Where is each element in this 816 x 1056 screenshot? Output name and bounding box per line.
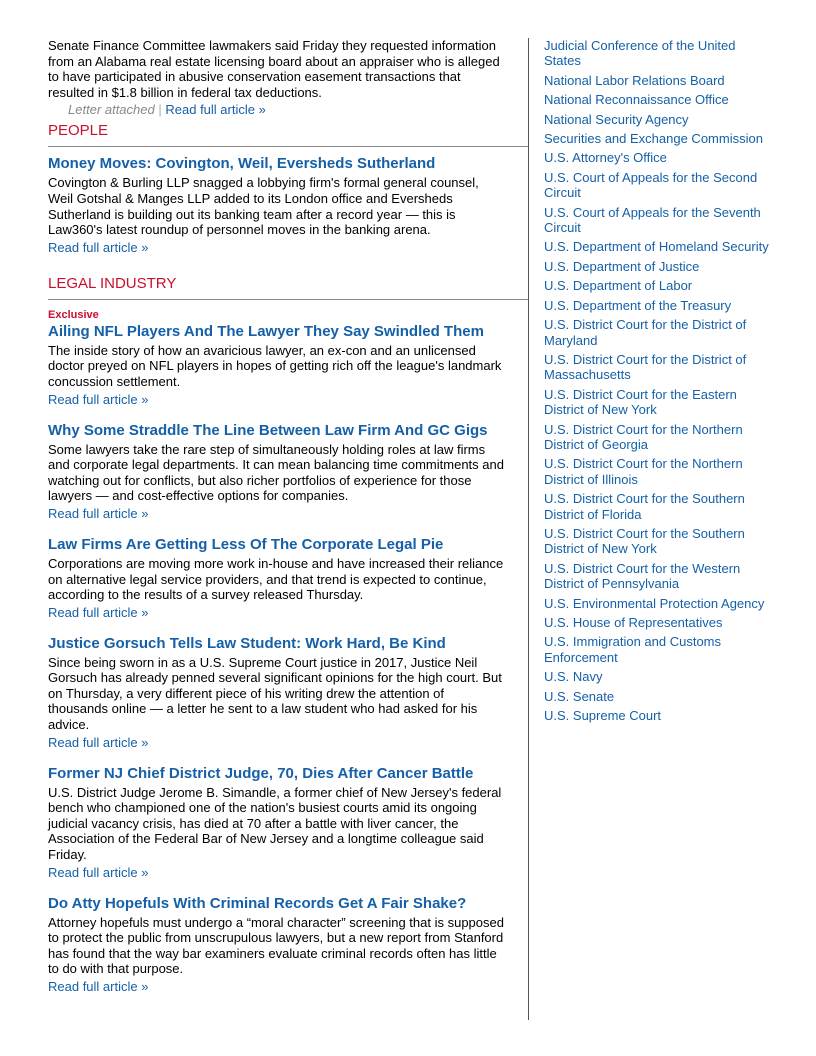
- sidebar-link[interactable]: U.S. District Court for the Southern District of New York: [544, 525, 745, 557]
- letter-attached-label: Letter attached: [68, 102, 155, 118]
- sidebar-link[interactable]: U.S. District Court for the District of Maryland: [544, 317, 747, 348]
- section-title-people: PEOPLE: [48, 122, 109, 140]
- article-summary: Some lawyers take the rare step of simultaneously holding roles at law firms and corporate legal departments. It can mean balancing time commitments and watching out for conflicts, but also richer portfolios of experience for those lawyers — and cost-effective options for companies.: [48, 441, 504, 504]
- sidebar-link[interactable]: National Labor Relations Board: [544, 72, 725, 88]
- article-item: [48, 309, 506, 408]
- read-more-link[interactable]: Read full article »: [48, 734, 149, 750]
- sidebar-link[interactable]: U.S. District Court for the Eastern District of New York: [544, 386, 737, 418]
- sidebar-link[interactable]: U.S. Court of Appeals for the Seventh Circuit: [544, 204, 761, 236]
- sidebar-link[interactable]: U.S. Department of Justice: [544, 258, 700, 274]
- article-headline-link[interactable]: Justice Gorsuch Tells Law Student: Work Hard, Be Kind: [48, 634, 446, 652]
- sidebar-link[interactable]: National Security Agency: [544, 111, 689, 127]
- article-headline-link[interactable]: Former NJ Chief District Judge, 70, Dies After Cancer Battle: [48, 764, 474, 782]
- exclusive-badge: Exclusive: [48, 308, 99, 321]
- section-title-legal-industry: LEGAL INDUSTRY: [48, 274, 177, 292]
- main-column: [48, 38, 506, 995]
- sidebar-link[interactable]: U.S. House of Representatives: [544, 615, 723, 630]
- lead-story-body: Senate Finance Committee lawmakers said Friday they requested information from an Alabama real estate licensing board about an appraiser who is alleged to have participated in abusive conservation easement transactions that resulted in $1.8 billion in federal tax deductions.: [48, 38, 500, 100]
- sidebar-link[interactable]: U.S. Environmental Protection Agency: [544, 595, 765, 611]
- article-item: [48, 895, 506, 995]
- sidebar-link[interactable]: U.S. Senate: [544, 688, 615, 704]
- article-headline-link[interactable]: Money Moves: Covington, Weil, Eversheds Sutherland: [48, 155, 436, 173]
- read-more-link[interactable]: Read full article »: [48, 979, 149, 994]
- article-summary: Since being sworn in as a U.S. Supreme Court justice in 2017, Justice Neil Gorsuch has already penned several significant opinions for the high court. But on Thursday, a very different piece of his writing drew the attention of thousands online — a letter he sent to a law student who had asked for his advice.: [48, 654, 502, 733]
- sidebar-link[interactable]: U.S. Court of Appeals for the Second Circuit: [544, 169, 758, 201]
- read-more-link[interactable]: Read full article »: [48, 864, 149, 880]
- read-more-link[interactable]: Read full article »: [48, 604, 149, 620]
- article-summary: Attorney hopefuls must undergo a “moral character” screening that is supposed to protect the public from unscrupulous lawyers, but a new report from Stanford has found that the way bar examiners evaluate criminal records often has little to do with that purpose.: [48, 914, 504, 977]
- sidebar-link[interactable]: U.S. Attorney's Office: [544, 150, 667, 166]
- sidebar-link[interactable]: U.S. Department of Labor: [544, 278, 693, 294]
- sidebar-link[interactable]: U.S. Department of Homeland Security: [544, 239, 769, 255]
- link-separator: |: [158, 102, 162, 118]
- article-summary: Covington & Burling LLP snagged a lobbying firm's formal general counsel, Weil Gotshal & Manges LLP added to its London office and Eversheds Sutherland is building out its banking team after a record year — this is Law360's latest roundup of personnel moves in the banking arena.: [48, 175, 479, 238]
- sidebar-link[interactable]: U.S. District Court for the Northern District of Georgia: [544, 421, 743, 452]
- sidebar-link[interactable]: Securities and Exchange Commission: [544, 131, 763, 147]
- sidebar-link[interactable]: Judicial Conference of the United States: [544, 38, 736, 69]
- article-item: [48, 422, 506, 522]
- article-headline-link[interactable]: Law Firms Are Getting Less Of The Corporate Legal Pie: [48, 535, 444, 553]
- column-divider: [528, 38, 529, 1020]
- article-item: [48, 155, 506, 255]
- section-divider: [48, 146, 528, 147]
- sidebar-link[interactable]: U.S. Department of the Treasury: [544, 297, 732, 313]
- related-agencies-sidebar: [544, 38, 769, 727]
- sidebar-link[interactable]: U.S. District Court for the Northern District of Illinois: [544, 456, 743, 487]
- sidebar-link[interactable]: U.S. Supreme Court: [544, 708, 662, 724]
- article-item: [48, 536, 506, 621]
- article-summary: U.S. District Judge Jerome B. Simandle, a former chief of New Jersey's federal bench who championed one of the nation's busiest courts amid its ongoing judicial vacancy crisis, has died at 70 after a battle with liver cancer, the Association of the Federal Bar of New Jersey and a longtime colleague said Friday.: [48, 784, 502, 863]
- section-divider: [48, 299, 528, 300]
- lead-story: [48, 38, 506, 118]
- lead-story-links: [48, 102, 506, 118]
- article-summary: The inside story of how an avaricious lawyer, an ex-con and an unlicensed doctor preyed on NFL players in hopes of getting rich off the league's landmark concussion settlement.: [48, 342, 502, 389]
- read-more-link[interactable]: Read full article »: [48, 391, 149, 407]
- sidebar-link[interactable]: U.S. District Court for the Southern District of Florida: [544, 491, 745, 522]
- sidebar-link[interactable]: U.S. Immigration and Customs Enforcement: [544, 634, 722, 665]
- article-headline-link[interactable]: Why Some Straddle The Line Between Law Firm And GC Gigs: [48, 421, 488, 439]
- sidebar-link[interactable]: U.S. District Court for the Western District of Pennsylvania: [544, 560, 741, 592]
- article-summary: Corporations are moving more work in-house and have increased their reliance on alternative legal service providers, and that trend is expected to continue, according to the results of a survey released Thursday.: [48, 555, 504, 603]
- read-more-link[interactable]: Read full article »: [48, 505, 149, 521]
- article-headline-link[interactable]: Ailing NFL Players And The Lawyer They Say Swindled Them: [48, 322, 484, 340]
- sidebar-link[interactable]: U.S. District Court for the District of Massachusetts: [544, 351, 747, 383]
- sidebar-link[interactable]: National Reconnaissance Office: [544, 92, 729, 108]
- lead-read-more-link[interactable]: Read full article »: [165, 102, 266, 118]
- sidebar-link[interactable]: U.S. Navy: [544, 669, 603, 685]
- article-headline-link[interactable]: Do Atty Hopefuls With Criminal Records Get A Fair Shake?: [48, 894, 467, 912]
- article-item: [48, 765, 506, 881]
- article-item: [48, 635, 506, 751]
- read-more-link[interactable]: Read full article »: [48, 239, 149, 255]
